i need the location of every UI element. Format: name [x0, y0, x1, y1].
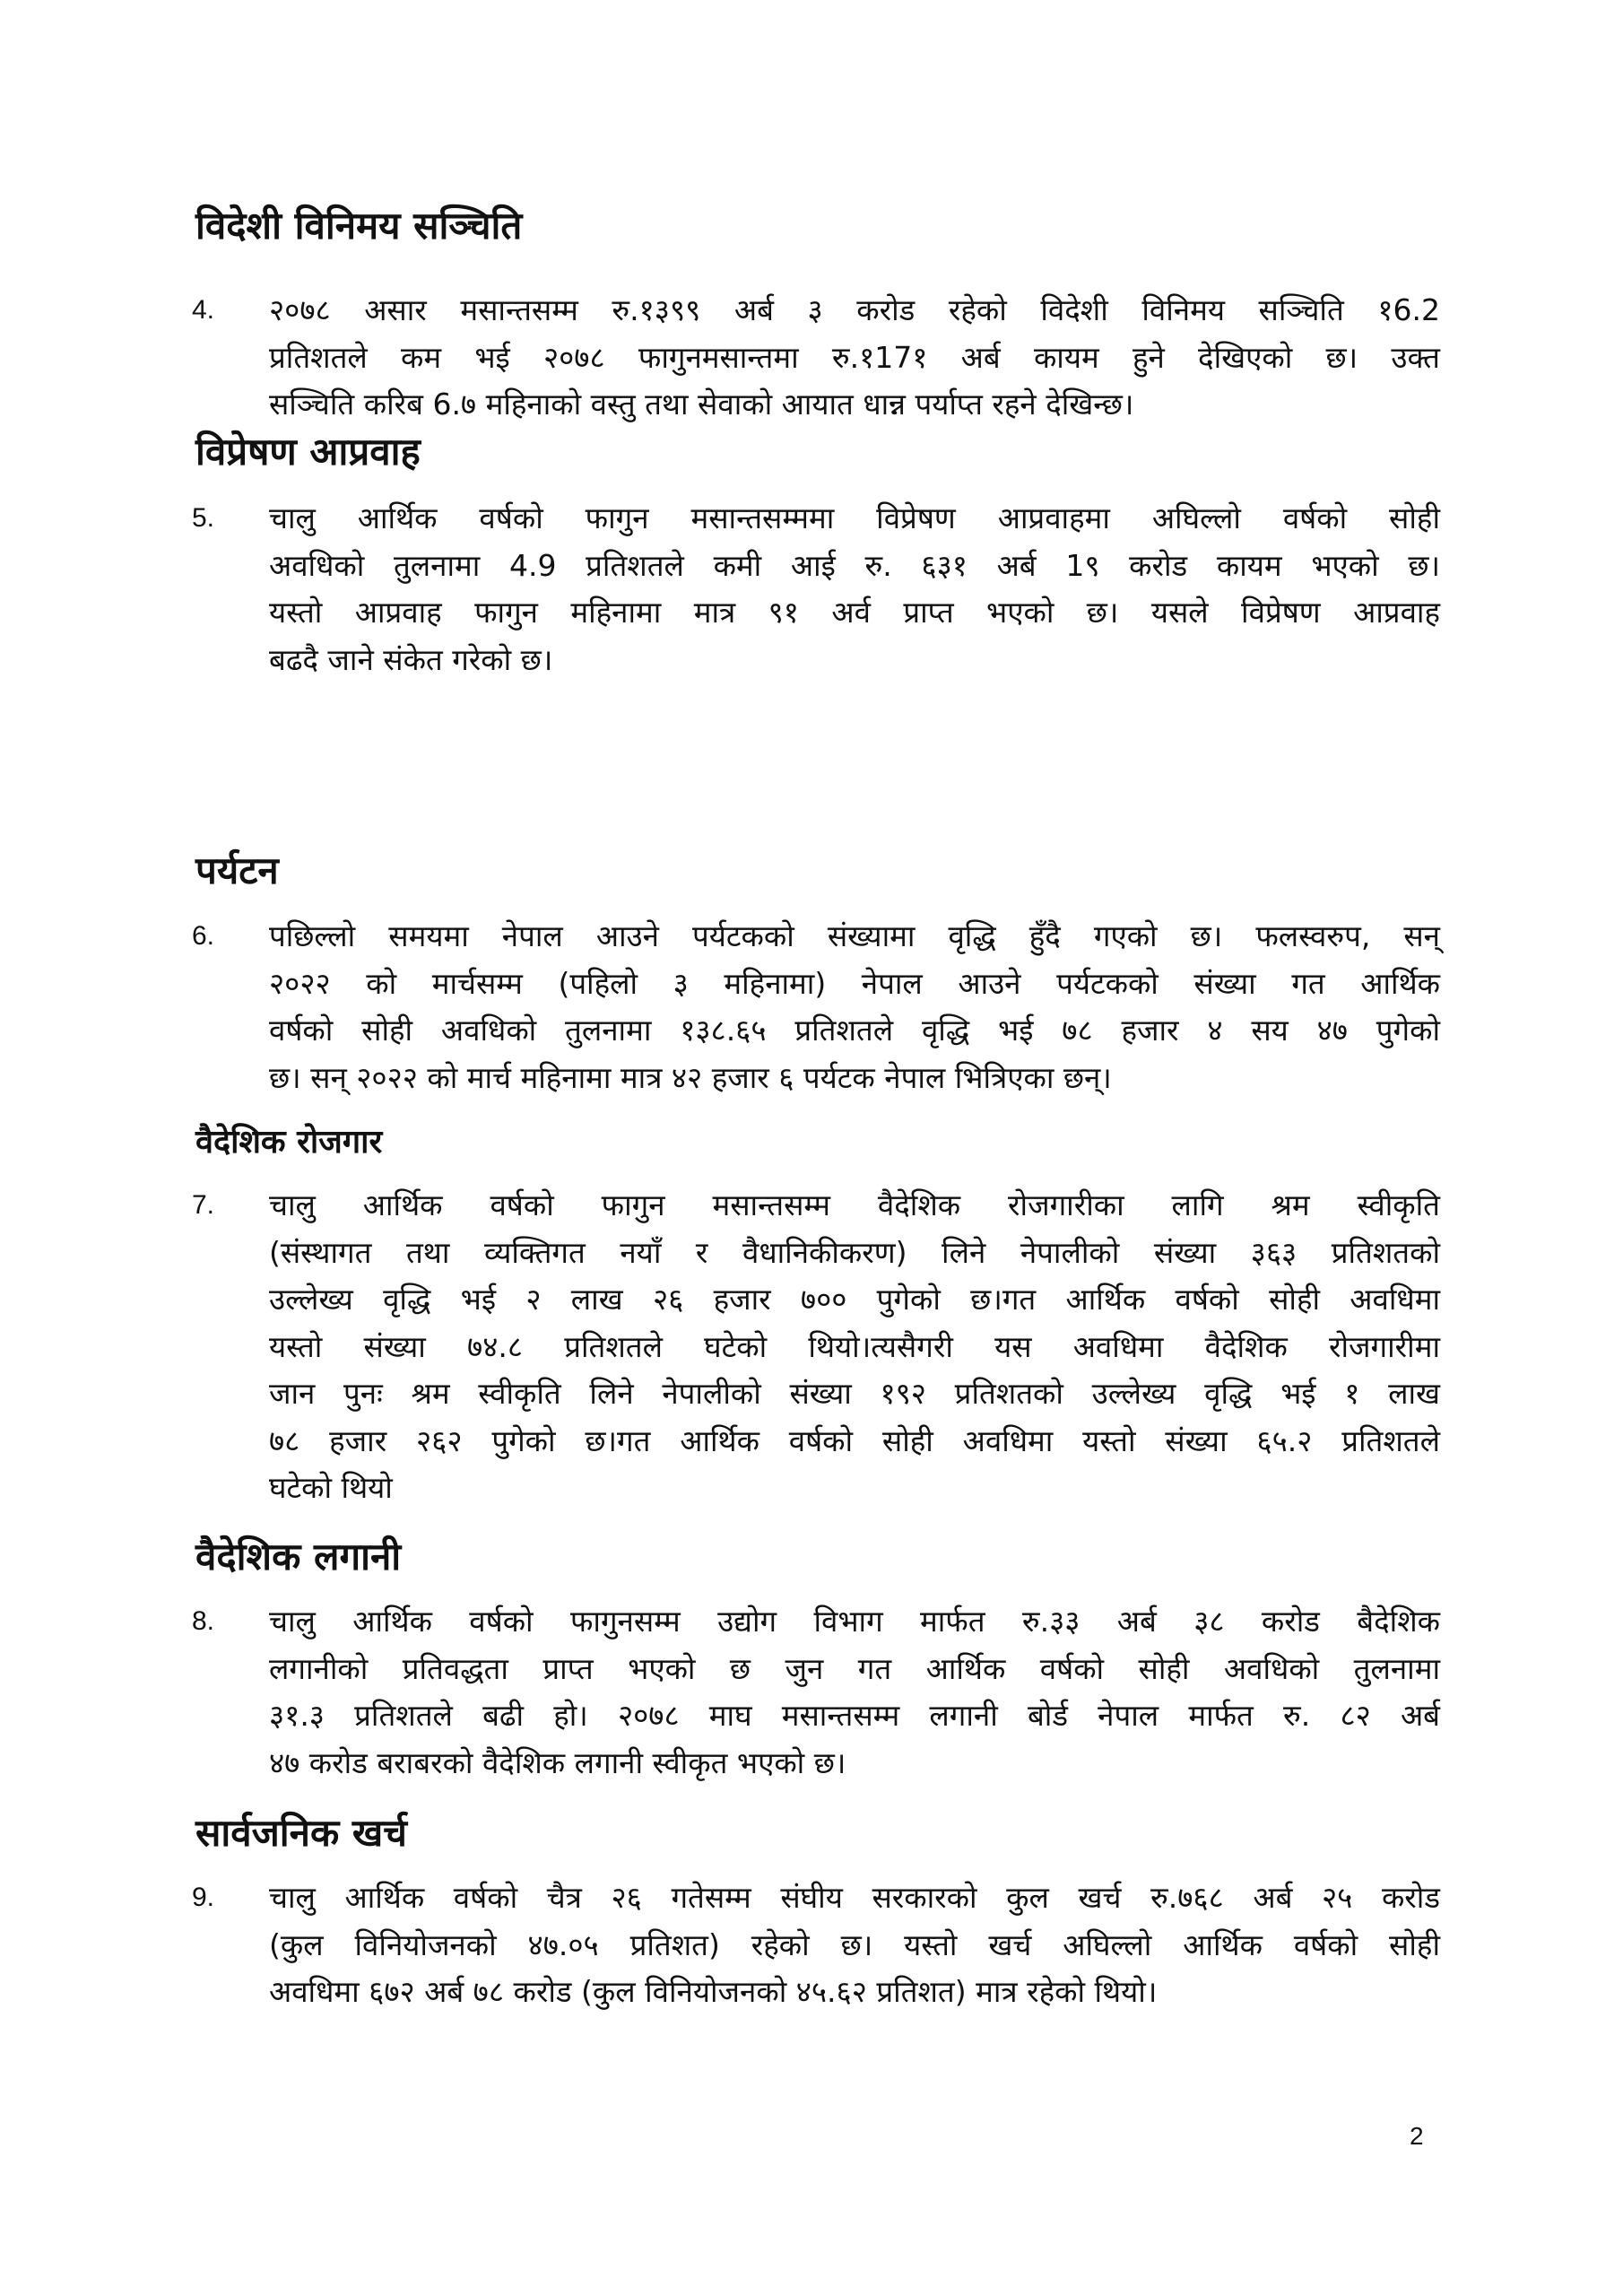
paragraph-number: 7.: [192, 1190, 215, 1220]
paragraph-number: 8.: [192, 1606, 215, 1636]
paragraph-number: 4.: [192, 295, 215, 325]
text-line: लगानीको प्रतिवद्धता प्राप्त भएको छ जुन गत आर्थिक वर्षको सोही अवधिको तुलनामा: [269, 1650, 1440, 1686]
text-line: यस्तो संख्या ७४.८ प्रतिशतले घटेको थियो।त्यसैगरी यस अवधिमा वैदेशिक रोजगारीमा: [269, 1328, 1440, 1364]
text-line: अवधिमा ६७२ अर्ब ७८ करोड (कुल विनियोजनको ४५.६२ प्रतिशत) मात्र रहेको थियो।: [269, 1974, 1158, 2009]
paragraph-4: [192, 287, 1440, 429]
heading-tourism: पर्यटन: [195, 848, 279, 892]
paragraph-body: [269, 913, 1440, 1101]
paragraph-body: [269, 1874, 1440, 2016]
text-line: २०७८ असार मसान्तसम्म रु.१३९९ अर्ब ३ करोड रहेको विदेशी विनिमय सञ्चिति १6.2: [269, 292, 1440, 327]
text-line: छ। सन् २०२२ को मार्च महिनामा मात्र ४२ हजार ६ पर्यटक नेपाल भित्रिएका छन्।: [269, 1059, 1112, 1095]
heading-public-expenditure: सार्वजनिक खर्च: [195, 1811, 407, 1855]
paragraph-body: [269, 1598, 1440, 1787]
paragraph-8: [192, 1598, 1440, 1787]
text-line: अवधिको तुलनामा 4.9 प्रतिशतले कमी आई रु. ६३१ अर्ब 1९ करोड कायम भएको छ।: [269, 547, 1440, 583]
text-line: ३१.३ प्रतिशतले बढी हो। २०७८ माघ मसान्तसम्म लगानी बोर्ड नेपाल मार्फत रु. ८२ अर्ब: [269, 1698, 1440, 1733]
heading-foreign-investment: वैदेशिक लगानी: [195, 1535, 402, 1578]
heading-remittance-inflow: विप्रेषण आप्रवाह: [195, 430, 421, 474]
paragraph-body: [269, 1182, 1440, 1512]
text-line: पछिल्लो समयमा नेपाल आउने पर्यटकको संख्यामा वृद्धि हुँदै गएको छ। फलस्वरुप, सन्: [269, 918, 1440, 953]
text-line: (संस्थागत तथा व्यक्तिगत नयाँ र वैधानिकीकरण) लिने नेपालीको संख्या ३६३ प्रतिशतको: [269, 1234, 1440, 1270]
text-line: सञ्चिति करिब 6.७ महिनाको वस्तु तथा सेवाको आयात धान्न पर्याप्त रहने देखिन्छ।: [269, 387, 1134, 422]
text-line: घटेको थियो: [269, 1470, 393, 1505]
paragraph-body: [269, 287, 1440, 429]
paragraph-5: [192, 495, 1440, 683]
text-line: प्रतिशतले कम भई २०७८ फागुनमसान्तमा रु.१17१ अर्ब कायम हुने देखिएको छ। उक्त: [269, 339, 1440, 375]
text-line: चालु आर्थिक वर्षको चैत्र २६ गतेसम्म संघीय सरकारको कुल खर्च रु.७६८ अर्ब २५ करोड: [269, 1880, 1440, 1915]
text-line: चालु आर्थिक वर्षको फागुन मसान्तसम्ममा विप्रेषण आप्रवाहमा अघिल्लो वर्षको सोही: [269, 500, 1440, 535]
text-line: चालु आर्थिक वर्षको फागुन मसान्तसम्म वैदेशिक रोजगारीका लागि श्रम स्वीकृति: [269, 1187, 1440, 1222]
text-line: बढदै जाने संकेत गरेको छ।: [269, 641, 553, 677]
paragraph-number: 6.: [192, 921, 215, 951]
paragraph-6: [192, 913, 1440, 1101]
paragraph-7: [192, 1182, 1440, 1512]
text-line: ४७ करोड बराबरको वैदेशिक लगानी स्वीकृत भएको छ।: [269, 1744, 846, 1780]
text-line: २०२२ को मार्चसम्म (पहिलो ३ महिनामा) नेपाल आउने पर्यटकको संख्या गत आर्थिक: [269, 965, 1440, 1001]
paragraph-number: 5.: [192, 503, 215, 533]
paragraph-number: 9.: [192, 1883, 215, 1912]
text-line: वर्षको सोही अवधिको तुलनामा १३८.६५ प्रतिशतले वृद्धि भई ७८ हजार ४ सय ४७ पुगेको: [269, 1013, 1440, 1048]
heading-foreign-exchange-reserves: विदेशी विनिमय सञ्चिति: [195, 204, 523, 248]
text-line: ७८ हजार २६२ पुगेको छ।गत आर्थिक वर्षको सोही अवधिमा यस्तो संख्या ६५.२ प्रतिशतले: [269, 1422, 1440, 1458]
paragraph-body: [269, 495, 1440, 683]
paragraph-9: [192, 1874, 1440, 2016]
text-line: (कुल विनियोजनको ४७.०५ प्रतिशत) रहेको छ। यस्तो खर्च अघिल्लो आर्थिक वर्षको सोही: [269, 1926, 1440, 1962]
text-line: यस्तो आप्रवाह फागुन महिनामा मात्र ९१ अर्व प्राप्त भएको छ। यसले विप्रेषण आप्रवाह: [269, 595, 1440, 630]
text-line: जान पुनः श्रम स्वीकृति लिने नेपालीको संख्या १९२ प्रतिशतको उल्लेख्य वृद्धि भई १ लाख: [269, 1376, 1440, 1411]
heading-foreign-employment: वैदेशिक रोजगार: [195, 1124, 383, 1161]
text-line: चालु आर्थिक वर्षको फागुनसम्म उद्योग विभाग मार्फत रु.३३ अर्ब ३८ करोड बैदेशिक: [269, 1604, 1440, 1639]
page-number: 2: [1410, 2122, 1424, 2150]
text-line: उल्लेख्य वृद्धि भई २ लाख २६ हजार ७०० पुगेको छ।गत आर्थिक वर्षको सोही अवधिमा: [269, 1282, 1440, 1317]
